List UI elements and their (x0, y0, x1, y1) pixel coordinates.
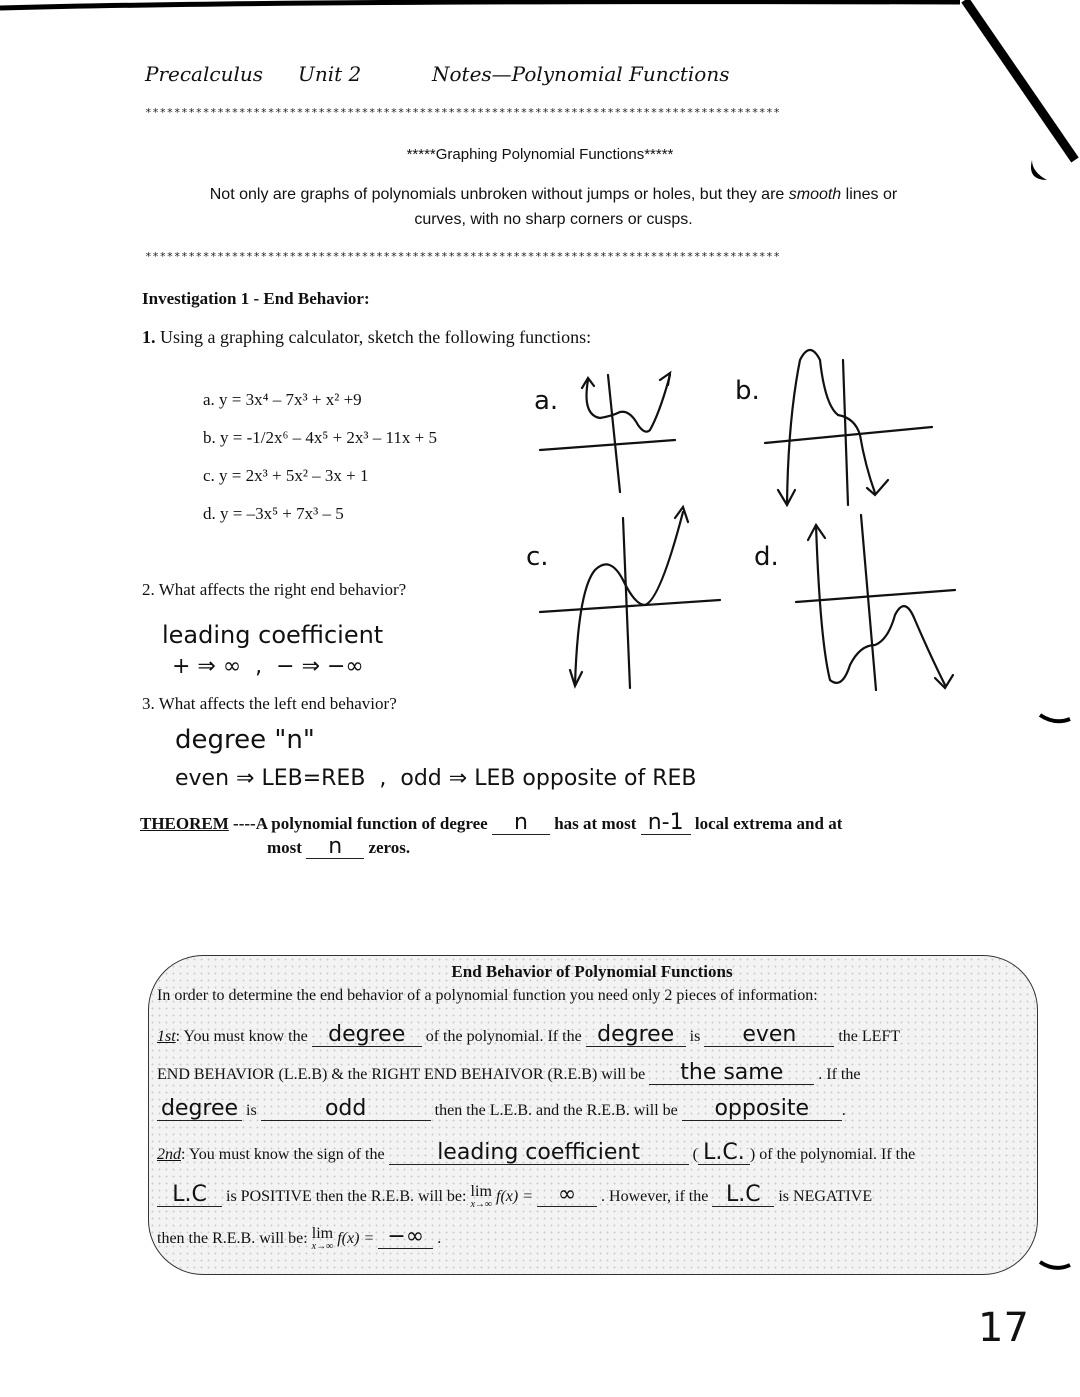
q2-answer-line2: + ⇒ ∞ , − ⇒ −∞ (172, 654, 364, 679)
box-intro: In order to determine the end behavior of a polynomial function you need only 2 pieces of information: (157, 987, 818, 1004)
function-b: b. y = -1/2x⁶ – 4x⁵ + 2x³ – 11x + 5 (203, 428, 437, 447)
intro-line-2: curves, with no sharp corners or cusps. (414, 211, 693, 228)
box-fourth-line: 2nd: You must know the sign of the leading coefficient ( L.C. ) of the polynomial. If the (157, 1140, 916, 1165)
theorem-blank-extrema: n-1 (641, 812, 691, 835)
graph-b (765, 350, 932, 505)
course-name: Precalculus (145, 62, 263, 86)
intro-line-1: Not only are graphs of polynomials unbroken without jumps or holes, but they are smooth lines or (209, 186, 898, 203)
graph-a (540, 373, 675, 492)
theorem-blank-zeros: n (306, 836, 364, 859)
box-third-line: degree is odd then the L.E.B. and the R.E.B. will be opposite . (157, 1098, 846, 1121)
theorem-line-1: THEOREM ----A polynomial function of degree n has at most n-1 local extrema and at (140, 810, 843, 835)
box-fifth-line: L.C is POSITIVE then the R.E.B. will be: lim x→∞ f(x) = ∞ . However, if the L.C is NEGATIVE (157, 1184, 872, 1210)
graph-c (540, 507, 720, 688)
sketch-label-b: b. (735, 376, 760, 406)
q2-answer-line1: leading coefficient (162, 621, 384, 649)
function-a: a. y = 3x⁴ – 7x³ + x² +9 (203, 390, 362, 409)
graph-d (796, 515, 955, 690)
theorem-line-2: most n zeros. (267, 834, 411, 859)
star-divider-top: **************************************************************************************** (145, 106, 781, 119)
box-second-line: END BEHAVIOR (L.E.B) & the RIGHT END BEHAIVOR (R.E.B) will be the same . If the (157, 1060, 861, 1085)
q3-answer-line1: degree "n" (175, 725, 315, 755)
question-3: 3. What affects the left end behavior? (142, 694, 397, 713)
box-first-line: 1st: You must know the degree of the polynomial. If the degree is even the LEFT (157, 1022, 901, 1047)
page-number: 17 (978, 1305, 1029, 1351)
page-title: Notes—Polynomial Functions (432, 62, 730, 86)
theorem-blank-degree: n (492, 812, 550, 835)
q3-answer-line2: even ⇒ LEB=REB , odd ⇒ LEB opposite of REB (175, 766, 697, 791)
box-title: End Behavior of Polynomial Functions (451, 962, 733, 981)
star-divider-bottom: **************************************************************************************** (145, 250, 781, 263)
box-sixth-line: then the R.E.B. will be: lim x→∞ f(x) = −∞ . (157, 1224, 442, 1252)
function-c: c. y = 2x³ + 5x² – 3x + 1 (203, 466, 369, 485)
question-1: 1. Using a graphing calculator, sketch the following functions: (142, 327, 592, 347)
question-2: 2. What affects the right end behavior? (142, 580, 407, 599)
section-heading: *****Graphing Polynomial Functions***** (406, 146, 674, 163)
investigation-title: Investigation 1 - End Behavior: (142, 289, 370, 308)
sketch-label-c: c. (526, 542, 549, 572)
function-d: d. y = –3x⁵ + 7x³ – 5 (203, 504, 344, 523)
theorem-label: THEOREM (140, 814, 229, 833)
sketch-label-d: d. (754, 542, 779, 572)
unit-label: Unit 2 (298, 62, 362, 86)
hand-drawn-graphs (520, 340, 970, 700)
sketch-label-a: a. (534, 386, 559, 416)
